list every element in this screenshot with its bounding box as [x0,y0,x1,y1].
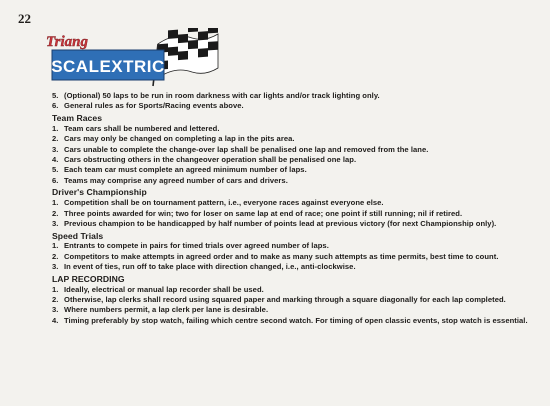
item-text: Team cars shall be numbered and lettered. [64,123,220,133]
list-item [52,286,534,295]
item-number: 3. [52,262,59,272]
item-number: 3. [52,305,59,315]
item-text: Cars may only be changed on completing a lap in the pits area. [64,134,295,144]
section-heading: LAP RECORDING [52,273,125,284]
item-number: 2. [52,134,59,144]
section-heading: Team Races [52,113,103,124]
item-text: In event of ties, run off to take place with direction changed, i.e., anti-clockwise. [64,262,356,272]
item-text: Each team car must complete an agreed minimum number of laps. [64,165,307,175]
item-text: Teams may comprise any agreed number of cars and drivers. [64,175,288,185]
list-item [52,156,534,165]
item-text: Competitors to make attempts in agreed order and to make as many such attempts as time permits, best time to count. [64,251,499,261]
section-lap-recording [52,275,534,326]
list-item [52,199,534,208]
item-number: 4. [52,315,59,325]
item-text: Competition shall be on tournament pattern, i.e., everyone races against everyone else. [64,198,384,208]
item-number: 2. [52,294,59,304]
item-text: Previous champion to be handicapped by half number of points lead at previous victory (for next Championship only). [64,218,497,228]
section-heading: Speed Trials [52,230,104,241]
list-item [52,92,534,101]
logo-brand-name: SCALEXTRIC [51,57,165,76]
item-number: 2. [52,208,59,218]
page-number: 22 [18,11,31,26]
list-item [52,263,534,272]
item-number: 2. [52,251,59,261]
list-item [52,220,534,229]
list-item [52,210,534,219]
list-item [52,296,534,305]
item-text: Where numbers permit, a lap clerk per lane is desirable. [64,305,269,315]
item-number: 1. [52,284,59,294]
item-number: 3. [52,218,59,228]
section-heading: Driver's Championship [52,187,147,198]
item-number: 4. [52,154,59,164]
list-item [52,125,534,134]
section-team-races [52,114,534,185]
item-text: Otherwise, lap clerks shall record using squared paper and marking through a square diagonally for each lap completed. [64,294,506,304]
item-number: 1. [52,241,59,251]
item-text: Entrants to compete in pairs for timed trials over agreed number of laps. [64,241,329,251]
item-number: 3. [52,144,59,154]
list-item [52,177,534,186]
item-text: (Optional) 50 laps to be run in room darkness with car lights and/or track lighting only. [64,91,380,100]
list-item [52,102,534,111]
list-item [52,306,534,315]
item-number: 1. [52,123,59,133]
intro-items [52,92,534,111]
item-text: Timing preferably by stop watch, failing which centre second watch. For timing of open classic events, stop watch is essential. [64,315,528,325]
item-number: 5. [52,165,59,175]
item-text: Ideally, electrical or manual lap recorder shall be used. [64,284,264,294]
list-item [52,166,534,175]
list-item [52,242,534,251]
item-number: 1. [52,198,59,208]
item-text: Cars unable to complete the change-over lap shall be penalised one lap and removed from the lane. [64,144,429,154]
item-text: General rules as for Sports/Racing events above. [64,101,244,111]
list-item [52,135,534,144]
item-text: Cars obstructing others in the changeover operation shall be penalised one lap. [64,154,357,164]
logo-brand-script: Triang [46,34,88,50]
item-number: 5. [52,91,59,100]
item-number: 6. [52,101,59,111]
scalextric-logo [40,28,220,88]
section-speed-trials [52,232,534,272]
list-item [52,253,534,262]
section-drivers-championship [52,188,534,228]
list-item [52,317,534,326]
list-item [52,146,534,155]
rules-content [52,92,534,327]
item-text: Three points awarded for win; two for loser on same lap at end of race; one point if still running; nil if retired. [64,208,463,218]
item-number: 6. [52,175,59,185]
